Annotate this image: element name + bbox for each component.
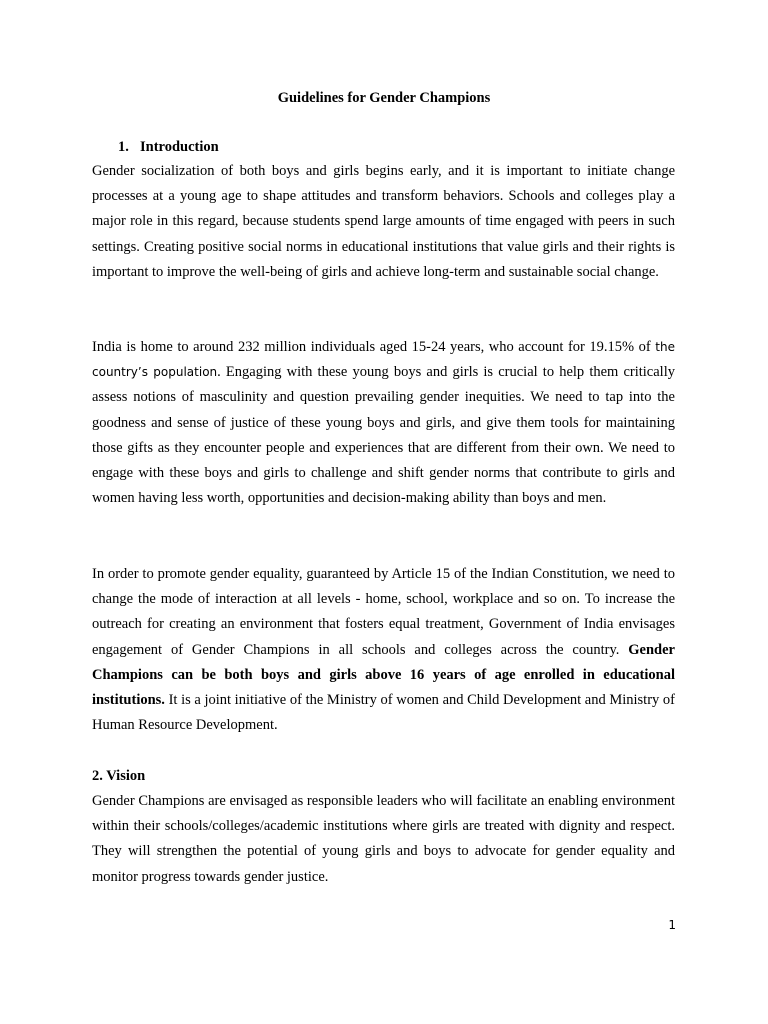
document-title: Guidelines for Gender Champions bbox=[277, 90, 491, 106]
intro-paragraph-3-start: In order to promote gender equality, guaranteed by Article 15 of the Indian Constitution, we need to change the mode of interaction at all levels - home, school, workplace and so on. To increase the outreach for creating an environment that fosters equal treatment, Government of India envisages engagement of Gender Champions in all schools and colleges across the country. bbox=[92, 566, 675, 658]
section-heading-introduction bbox=[118, 137, 219, 157]
intro-paragraph-2 bbox=[92, 335, 675, 511]
intro-paragraph-2-end: . Engaging with these young boys and girls is crucial to help them critically assess notions of masculinity and question prevailing gender inequities. We need to tap into the goodness and sense of justice of these young boys and girls, and give them tools for maintaining those gifts as they encounter people and experiences that are different from their own. We need to engage with these boys and girls to challenge and shift gender norms that contribute to girls and women having less worth, opportunities and decision-making ability than boys and men. bbox=[92, 364, 675, 507]
intro-paragraph-2-sans-fragment: the country’s population bbox=[92, 340, 675, 380]
section-heading-vision: 2. Vision bbox=[92, 768, 146, 784]
intro-paragraph-2-start: India is home to around 232 million individuals aged 15-24 years, who account for 19.15% of bbox=[92, 339, 656, 355]
section-heading-text: Introduction bbox=[140, 139, 219, 155]
intro-paragraph-1: Gender socialization of both boys and girls begins early, and it is important to initiate change processes at a young age to shape attitudes and transform behaviors. Schools and colleges play a major role in this regard, because students spend large amounts of time engaged with peers in such settings. Creating positive social norms in educational institutions that value girls and their rights is important to improve the well-being of girls and achieve long-term and sustainable social change. bbox=[92, 163, 675, 280]
intro-paragraph-3 bbox=[92, 562, 675, 738]
intro-paragraph-3-bold: Gender Champions can be both boys and girls above 16 years of age enrolled in educational institutions. bbox=[92, 641, 675, 709]
intro-paragraph-3-end: It is a joint initiative of the Ministry of women and Child Development and Ministry of Human Resource Development. bbox=[92, 692, 675, 734]
vision-paragraph: Gender Champions are envisaged as responsible leaders who will facilitate an enabling environment within their schools/colleges/academic institutions where girls are treated with dignity and respect. They will strengthen the potential of young girls and boys to advocate for gender equality and monitor progress towards gender justice. bbox=[92, 793, 675, 885]
section-number: 1. bbox=[118, 139, 129, 155]
page-number: 1 bbox=[668, 918, 676, 932]
